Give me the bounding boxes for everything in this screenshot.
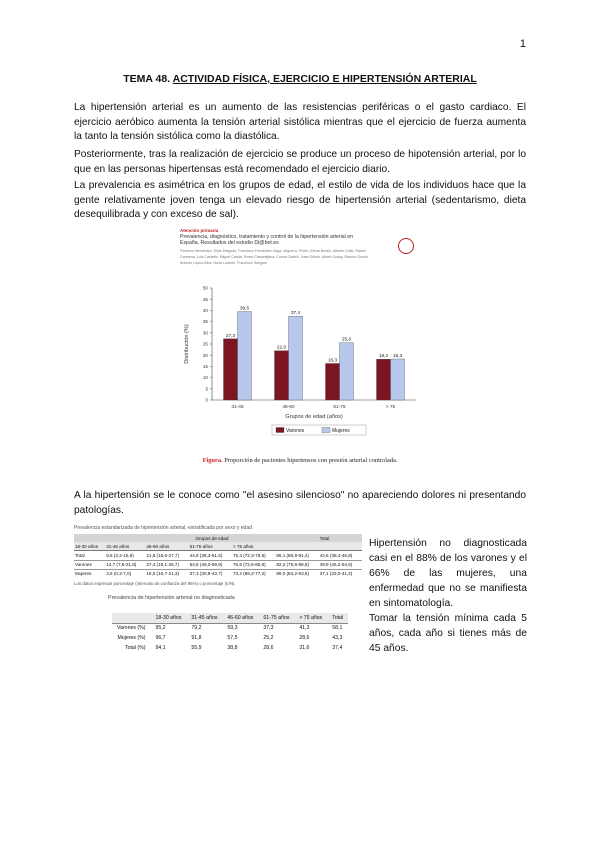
paragraph-definition: La hipertensión arterial es un aumento de las resistencias periféricas o el gasto cardiaco. El ejercicio aeróbico aumenta la tensión arterial sistólica mientras que el ejercicio de fuerza aumenta la tanto la tensión sistólica como la diastólica. bbox=[74, 102, 526, 143]
page-title bbox=[0, 73, 600, 85]
table-cell: 9,5 (3,2-15,8) bbox=[106, 552, 134, 558]
bar-varones bbox=[224, 339, 238, 400]
table-cell: 42,6 (38,4-46,8) bbox=[319, 552, 353, 558]
y-tick-label: 5 bbox=[205, 386, 208, 392]
journal-name: Atención primaria bbox=[180, 228, 219, 233]
table1-total-header: Total bbox=[319, 534, 362, 542]
table1-col-header: 46-60 años bbox=[145, 542, 188, 551]
table-cell: 14,7 (7,6-21,8) bbox=[105, 560, 145, 569]
table-cell: 57,5 bbox=[227, 634, 238, 641]
row-label: Total (%) bbox=[124, 644, 146, 651]
paragraph-silent-killer: A la hipertensión se le conoce como "el asesino silencioso" no apareciendo dolores ni presentando patologías. bbox=[74, 490, 526, 516]
bar-value-label: 18,3 bbox=[392, 354, 403, 360]
table1-col-header: > 75 años bbox=[232, 542, 275, 551]
title-prefix: TEMA 48. bbox=[123, 73, 171, 85]
side-note bbox=[369, 536, 527, 656]
legend-label: Varones bbox=[286, 428, 305, 434]
figure bbox=[180, 228, 420, 473]
table-cell: 91,8 bbox=[191, 634, 202, 641]
figure-header bbox=[180, 228, 420, 266]
table-row bbox=[112, 643, 348, 653]
table2-col-header: Total bbox=[327, 613, 348, 623]
row-label: Varones (%) bbox=[117, 625, 146, 632]
table-cell: 73,2 (69,2-77,2) bbox=[232, 569, 275, 578]
y-tick-label: 10 bbox=[202, 375, 208, 381]
table-cell: 31,6 bbox=[299, 644, 310, 651]
tables-block bbox=[74, 525, 364, 725]
figure-caption-label: Figura. bbox=[202, 457, 223, 464]
table-cell: 58,1 bbox=[332, 625, 343, 632]
table-row bbox=[112, 633, 348, 643]
table-cell: 25,2 bbox=[263, 634, 274, 641]
table-row bbox=[112, 623, 348, 633]
table1-col-header: 18-30 años bbox=[74, 542, 105, 551]
table-cell: 27,4 (19,1-35,7) bbox=[145, 560, 188, 569]
side-note-measure: Tomar la tensión mínima cada 5 años, cada año si tienes más de 45 años. bbox=[369, 613, 527, 654]
y-tick-label: 30 bbox=[202, 330, 208, 336]
table-row bbox=[74, 569, 362, 578]
table1-col-header: 61-75 años bbox=[189, 542, 232, 551]
row-label: Mujeres (%) bbox=[117, 634, 146, 641]
table-cell: 21,6 (15,5-27,7) bbox=[146, 552, 180, 558]
table-cell: 43,3 bbox=[332, 634, 343, 641]
x-tick-label: 61-75 bbox=[333, 405, 346, 410]
x-tick-label: 46-60 bbox=[282, 405, 295, 410]
table-row bbox=[74, 551, 362, 560]
table-cell: 94,1 bbox=[155, 644, 166, 651]
table-cell: 41,3 bbox=[299, 625, 310, 632]
y-tick-label: 40 bbox=[202, 308, 208, 313]
legend-swatch bbox=[322, 428, 330, 433]
article-title: Prevalencia, diagnóstico, tratamiento y control de la hipertensión arterial en España. Resultados del estudio Di@bet.es bbox=[180, 234, 354, 246]
bar-chart bbox=[180, 283, 420, 458]
table-cell: 28,6 bbox=[299, 634, 310, 641]
y-tick-label: 35 bbox=[202, 319, 208, 325]
paragraph-prevalence: La prevalencia es asimétrica en los grupos de edad, el estilo de vida de los individuos hace que la gente relativamente joven tenga un elevado riesgo de hipertensión arterial (sedentarismo, dieta desequilibrada y con exceso de sal). bbox=[74, 180, 526, 221]
y-axis-label: Distribución (%) bbox=[184, 324, 190, 364]
bar-mujeres bbox=[289, 316, 303, 400]
bar-value-label: 27,3 bbox=[225, 333, 236, 339]
article-authors: Federico Menéndez, Elías Delgado, Francisco Fernández-Vega, Miguel A. Prieto, Elena Bordiú, Alberto Calle, Rafael Carmena, Luis Castaño, Miguel Catalá, Roser Casamitjana, Conxa Castell, Juan Girbés, Albert Goday, Ramon Gomis, Antonio López-Alba, Nuria Lorente, Francisco Soriguer bbox=[180, 249, 369, 265]
y-tick-label: 25 bbox=[202, 341, 208, 347]
table2-col-header: 18-30 años bbox=[150, 613, 186, 623]
table1-title: Prevalencia estandarizada de hipertensión arterial, estratificada por sexo y edad bbox=[74, 525, 252, 531]
y-tick-label: 0 bbox=[205, 397, 208, 403]
table1-col-header: 31-45 años bbox=[105, 542, 145, 551]
table-cell: 28,6 bbox=[263, 644, 274, 651]
table-cell: 75,4 (72,3-78,5) bbox=[232, 552, 266, 558]
table-cell: 37,3 bbox=[263, 625, 274, 632]
table-cell: 89,0 (84,2-93,8) bbox=[275, 569, 318, 578]
table-cell: 44,9 (38,3-51,5) bbox=[189, 552, 223, 558]
y-tick-label: 45 bbox=[202, 296, 208, 302]
row-label: Total bbox=[75, 552, 85, 558]
table2-col-header: 31-45 años bbox=[186, 613, 222, 623]
table-cell: 16,0 (10,7-21,3) bbox=[145, 569, 188, 578]
table1-note: Los datos expresan porcentaje (intervalo de confianza del 95%) o porcentaje (n/N). bbox=[74, 580, 236, 586]
table-cell: 82,2 (75,6-88,8) bbox=[275, 560, 318, 569]
table-cell: 3,6 (0,2-7,0) bbox=[105, 569, 145, 578]
table1-group-header: Grupos de edad bbox=[105, 534, 318, 542]
table2-col-header bbox=[112, 613, 150, 623]
table-cell: 96,7 bbox=[155, 634, 166, 641]
bar-value-label: 18,2 bbox=[378, 354, 389, 360]
row-label: Mujeres bbox=[74, 569, 105, 578]
figure-caption bbox=[180, 457, 420, 464]
table2-title: Prevalencia de hipertensión arterial no diagnosticada bbox=[108, 594, 235, 601]
bar-varones bbox=[377, 359, 391, 400]
side-note-undiagnosed: Hipertensión no diagnosticada casi en el 88% de los varones y el 66% de las mujeres, una enfermedad que no se manifiesta en sintomatología. bbox=[369, 538, 527, 609]
bar-mujeres bbox=[340, 343, 354, 400]
table-cell: 54,6 (49,3-59,9) bbox=[189, 560, 232, 569]
prevalence-table bbox=[74, 534, 362, 578]
paragraph-hypotension: Posteriormente, tras la realización de ejercicio se produce un proceso de hipotensión arterial, por lo que en las personas hipertensas está recomendado el ejercicio diario. bbox=[74, 149, 526, 175]
legend-label: Mujeres bbox=[332, 428, 350, 434]
table2-col-header: > 75 años bbox=[294, 613, 327, 623]
bar-varones bbox=[326, 363, 340, 400]
bar-value-label: 16,3 bbox=[327, 358, 338, 364]
table-cell: 76,6 (72,6-80,6) bbox=[232, 560, 275, 569]
page-number: 1 bbox=[519, 38, 526, 50]
bar-value-label: 22,0 bbox=[276, 345, 287, 351]
table2-col-header: 46-60 años bbox=[222, 613, 258, 623]
undiagnosed-table bbox=[112, 613, 348, 652]
table-cell: 95,2 bbox=[155, 625, 166, 632]
journal-logo-icon bbox=[398, 238, 414, 254]
table-cell: 38,8 bbox=[227, 644, 238, 651]
bar-varones bbox=[275, 351, 289, 400]
x-axis-label: Grupos de edad (años) bbox=[285, 414, 343, 420]
table-cell: 79,2 bbox=[191, 625, 202, 632]
bar-value-label: 25,6 bbox=[341, 337, 352, 343]
figure-caption-text: Proporción de pacientes hipertensos con presión arterial controlada. bbox=[224, 457, 398, 464]
x-tick-label: > 75 bbox=[385, 405, 396, 410]
table2-col-header: 61-75 años bbox=[258, 613, 294, 623]
table-cell: 55,9 bbox=[191, 644, 202, 651]
bar-value-label: 37,4 bbox=[290, 311, 301, 317]
table-cell: 37,1 (33,0-41,2) bbox=[319, 569, 362, 578]
bar-mujeres bbox=[238, 312, 252, 400]
table-cell: 59,3 bbox=[227, 625, 238, 632]
table-cell: 86,1 (80,8-91,4) bbox=[276, 552, 310, 558]
table-cell: 37,4 bbox=[332, 644, 343, 651]
y-tick-label: 20 bbox=[202, 352, 208, 358]
legend-swatch bbox=[276, 428, 284, 433]
table-cell: 37,3 (30,9-43,7) bbox=[189, 569, 232, 578]
bar-mujeres bbox=[391, 359, 405, 400]
bar-value-label: 39,5 bbox=[239, 306, 250, 312]
table-cell: 49,9 (45,2-54,6) bbox=[319, 560, 362, 569]
title-text: ACTIVIDAD FÍSICA, EJERCICIO E HIPERTENSIÓN ARTERIAL bbox=[172, 73, 477, 85]
y-tick-label: 50 bbox=[202, 285, 208, 291]
table-row bbox=[74, 560, 362, 569]
y-tick-label: 15 bbox=[202, 364, 208, 369]
row-label: Varones bbox=[74, 560, 105, 569]
x-tick-label: 31-45 bbox=[231, 405, 244, 410]
